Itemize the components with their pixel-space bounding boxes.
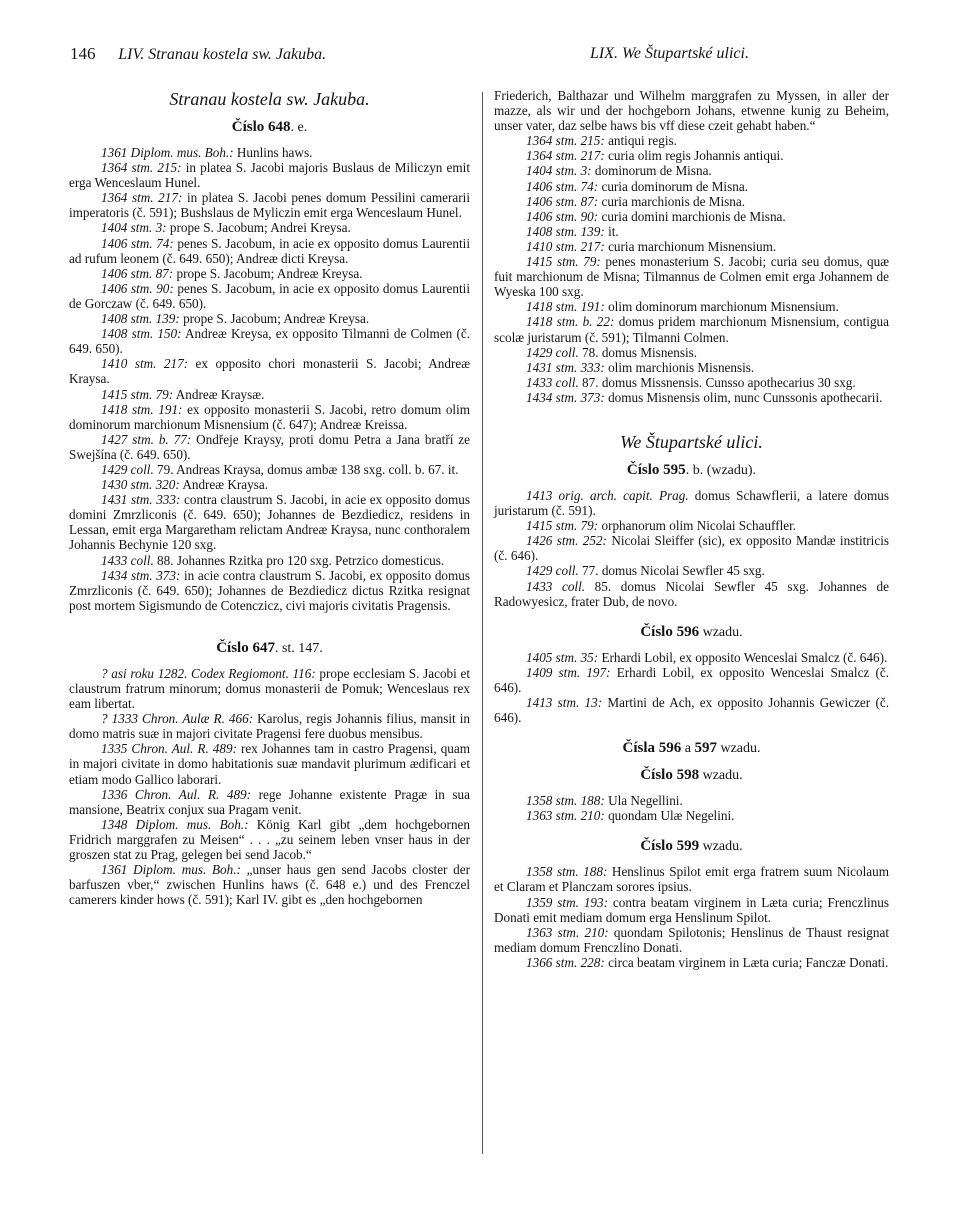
- street-title-left: Stranau kostela sw. Jakuba.: [169, 89, 370, 109]
- entry-source: 1415 stm. 79:: [101, 386, 174, 402]
- entry-text: prope S. Jacobum; Andreæ Kreysa.: [179, 311, 370, 327]
- entry-source: 1359 stm. 193:: [526, 894, 608, 910]
- entry: [69, 477, 470, 492]
- entry-text: Ondřeje Kraysy, proti domu Petra a Jana bratří ze Swejšína (č. 649. 650).: [69, 431, 470, 462]
- entry-source: 1433 coll.: [526, 578, 586, 594]
- entry: [494, 650, 889, 665]
- entry-text: curia dominorum de Misna.: [598, 178, 748, 194]
- entry-text: 88. Johannes Rzitka pro 120 sxg. Petrzico domesticus.: [153, 552, 445, 568]
- entry: [69, 402, 470, 432]
- entry-text: Hunlins haws.: [233, 145, 313, 160]
- entry: [494, 793, 889, 808]
- entry-source: 1361 Diplom. mus. Boh.:: [101, 145, 234, 160]
- entry-source: 1431 stm. 333:: [101, 492, 181, 508]
- entry: [69, 462, 470, 477]
- entry-text: prope S. Jacobum; Andrei Kreysa.: [166, 220, 351, 236]
- entry-source: 1358 stm. 188:: [526, 864, 608, 880]
- entry: [494, 133, 889, 148]
- entry: [69, 220, 470, 235]
- house-heading-595: Číslo 595. b. (wzadu).: [626, 461, 757, 478]
- entry-text: curia marchionum Misnensium.: [604, 238, 777, 254]
- entry: [494, 864, 889, 894]
- page-number: 146: [70, 44, 96, 63]
- entry-text: contra claustrum S. Jacobi, in acie ex opposito domus domini Zmrzliconis (č. 649. 650); Johannes de Bezdiedicz, residens in Lessan, emit erga Margaretham relictam Andreæ Kraysa, nunc conthoralem Johannis Bechynie 120 sxg.: [69, 492, 470, 553]
- entry: [69, 568, 470, 613]
- entry: [69, 145, 470, 160]
- entry-source: 1427 stm. b. 77:: [101, 431, 192, 447]
- entry-text: prope S. Jacobum; Andreæ Kreysa.: [173, 265, 363, 281]
- entry: [494, 955, 889, 970]
- entry: [69, 266, 470, 281]
- entry-source: 1410 stm. 217:: [526, 238, 605, 254]
- entry-text: ex opposito chori monasterii S. Jacobi; Andreæ Kraysa.: [69, 356, 470, 387]
- entry-source: 1358 stm. 188:: [526, 793, 605, 809]
- entry: [494, 563, 889, 578]
- entry-source: 1408 stm. 139:: [526, 223, 605, 239]
- entry-text: penes S. Jacobum, in acie ex opposito domus Laurentii de Gorczaw (č. 649. 650).: [69, 280, 470, 311]
- entry-text: dominorum de Misna.: [591, 163, 712, 179]
- running-head-right: [590, 44, 749, 63]
- entry-source: 1409 stm. 197:: [526, 664, 611, 680]
- entry: [494, 345, 889, 360]
- entry-source: 1404 stm. 3:: [526, 163, 592, 179]
- entry: [494, 209, 889, 224]
- entry-source: 1361 Diplom. mus. Boh.:: [101, 862, 241, 878]
- entry-source: ? asi roku 1282. Codex Regiomont. 116:: [101, 665, 316, 681]
- entry-text: domus Schawflerii, a latere domus juristarum (č. 591).: [494, 487, 889, 519]
- entry: [69, 356, 470, 386]
- entry-text: Andreæ Kraysa.: [179, 477, 269, 493]
- entry-source: 1363 stm. 210:: [526, 808, 605, 824]
- entry-text: contra beatam virginem in Læta curia; Frenczlinus Donati emit mediam domum erga Henslinum Spilot.: [494, 894, 889, 925]
- entry-text: 78. domus Misnensis.: [578, 344, 698, 360]
- entry-text: domus pridem marchionum Misnensium, contigua scolæ juristarum (č. 591); Tilmanni Colmen.: [494, 314, 890, 345]
- house-heading-598: Číslo 598 wzadu.: [640, 767, 743, 784]
- house-heading-596: Číslo 596 wzadu.: [640, 623, 743, 640]
- entry-text: prope ecclesiam S. Jacobi et claustrum fratrum minorum; domus monasterii de Pomuk; Wenceslaus rex eam libertat.: [69, 665, 471, 712]
- entries-598: [494, 793, 889, 823]
- entry-text: penes monasterium S. Jacobi; curia seu domus, quæ fuit marchionum de Misna; Tilmannus de Colmen emit erga Johannem de Wyeska 100 sxg.: [494, 254, 889, 300]
- entry-text: „unser haus gen send Jacobs closter der barfuszen vber,“ zwischen Hunlins haws (č. 648 e.) und des Frenczel camerers kinder hows (č. 591); Karl IV. gibt es „den hochgebornen: [69, 862, 471, 908]
- column-divider: [482, 92, 483, 1154]
- entry-text: quondam Ulæ Negelini.: [604, 808, 735, 824]
- entry: [494, 299, 889, 314]
- entry: [494, 533, 889, 563]
- entry-text: rege Johanne existente Pragæ in sua mansione, Beatrix conjux sua Pragam venit.: [69, 786, 470, 817]
- entry-source: 1415 stm. 79:: [526, 518, 599, 534]
- entry: [69, 492, 470, 552]
- house-heading-647: Číslo 647. st. 147.: [216, 639, 323, 656]
- entry-text: 77. domus Nicolai Sewfler 45 sxg.: [578, 563, 765, 579]
- entry-text: orphanorum olim Nicolai Schauffler.: [598, 518, 797, 534]
- entry: [494, 895, 889, 925]
- entry-text: rex Johannes tam in castro Pragensi, quam in majori civitate in domo habitationis suæ mandavit plurimum ædificari et etiam modo Gallico laborari.: [69, 741, 470, 787]
- entry-text: penes S. Jacobum, in acie ex opposito domus Laurentii ad rufum leonem (č. 649. 650); Andreæ dicti Kreysa.: [69, 235, 470, 266]
- entry-text: Nicolai Sleiffer (sic), ex opposito Mandæ institricis (č. 646).: [494, 533, 889, 564]
- entry-source: 1406 stm. 90:: [526, 208, 599, 224]
- entry-source: 1418 stm. 191:: [526, 299, 605, 315]
- entry: [494, 239, 889, 254]
- entry-source: 1410 stm. 217:: [101, 356, 189, 372]
- entry-source: 1431 stm. 333:: [526, 359, 605, 375]
- entry-source: 1413 stm. 13:: [526, 695, 603, 710]
- entry: [69, 862, 470, 907]
- entry-source: 1404 stm. 3:: [101, 220, 167, 236]
- running-head-left: [70, 44, 326, 64]
- entry-source: 1406 stm. 74:: [101, 235, 174, 251]
- entry-text: Ula Negellini.: [604, 793, 683, 809]
- entry: [69, 190, 470, 220]
- right-column: [494, 88, 889, 970]
- entries-595: [494, 488, 889, 609]
- entry: [69, 160, 470, 190]
- entry-text: in platea S. Jacobi majoris Buslaus de Miliczyn emit erga Wenceslaum Hunel.: [69, 160, 470, 191]
- entry: [494, 579, 889, 609]
- right-running-title: LIX. We Štupartské ulici.: [590, 45, 749, 62]
- entry: [494, 314, 889, 344]
- entry: [494, 194, 889, 209]
- entry-source: 1363 stm. 210:: [526, 924, 609, 940]
- continuation-paragraph: Friederich, Balthazar und Wilhelm marggrafen zu Myssen, in aller der mazze, als wir und der hochgeborn Johans, etwenne kunig zu Beheim, unser vater, daz selbe haws bis vff diese czeit gehabt haben.“: [494, 88, 889, 134]
- entry: [494, 695, 889, 725]
- entries-596: [494, 650, 889, 725]
- entry-text: 87. domus Missnensis. Cunsso apothecarius 30 sxg.: [578, 374, 856, 390]
- entry-source: 1429 coll.: [526, 563, 579, 579]
- entry: [69, 387, 470, 402]
- entry: [494, 163, 889, 178]
- entry: [69, 741, 470, 786]
- entry-source: 1434 stm. 373:: [526, 389, 605, 405]
- entry-text: in platea S. Jacobi penes domum Pessilini camerarii imperatoris (č. 591); Bushslaus de Myliczin emit erga Wenceslaum Hunel.: [69, 190, 470, 221]
- entry-text: curia marchionis de Misna.: [598, 193, 746, 209]
- entry-text: curia domini marchionis de Misna.: [598, 208, 786, 224]
- entry-source: 1430 stm. 320:: [101, 477, 180, 493]
- entry-source: 1429 coll.: [526, 344, 579, 360]
- entry-text: in acie contra claustrum S. Jacobi, ex opposito domus Zmrzliconis (č. 649. 650); Johannes de Bezdiedicz dictus Rzitka resignat post mortem Sigismundo de Cotenczicz, civi majoris civitatis Pragensis.: [69, 567, 470, 613]
- entry-text: 79. Andreas Kraysa, domus ambæ 138 sxg. coll. b. 67. it.: [153, 461, 459, 477]
- entries-647: [69, 666, 470, 908]
- entry: [494, 925, 889, 955]
- entry-text: König Karl gibt „dem hochgebornen Fridrich marggrafen zu Meisen“ . . . „zu seinem leben vnser haus in der groszen stat zu Prag, gelegen bei send Jacob.“: [69, 816, 470, 863]
- entry: [69, 666, 470, 711]
- entry-source: 1413 orig. arch. capit. Prag.: [526, 487, 689, 503]
- entry-text: curia olim regis Johannis antiqui.: [604, 148, 784, 164]
- entry: [69, 787, 470, 817]
- left-running-title: LIV. Stranau kostela sw. Jakuba.: [118, 46, 327, 63]
- entry-source: 1434 stm. 373:: [101, 567, 181, 583]
- entry: [69, 711, 470, 741]
- entry-source: ? 1333 Chron. Aulæ R. 466:: [101, 711, 254, 727]
- entry: [69, 281, 470, 311]
- house-heading-596-597: Čísla 596 a 597 wzadu.: [622, 740, 761, 757]
- entry-source: 1408 stm. 139:: [101, 311, 180, 327]
- entry: [494, 148, 889, 163]
- left-column: [69, 88, 470, 907]
- entry-text: 85. domus Nicolai Sewfler 45 sxg. Johannes de Radowyesicz, frater Dub, de novo.: [494, 578, 889, 609]
- entry-text: Erhardi Lobil, ex opposito Wenceslai Smalcz (č. 646).: [598, 649, 888, 665]
- entry-source: 1426 stm. 252:: [526, 533, 607, 549]
- entries-647-continued: [494, 133, 889, 405]
- entry-text: it.: [604, 223, 619, 239]
- entry-text: domus Misnensis olim, nunc Cunssonis apothecarii.: [604, 389, 883, 405]
- entry-source: 1406 stm. 74:: [526, 178, 599, 194]
- entry: [494, 518, 889, 533]
- entry-source: 1406 stm. 87:: [526, 193, 599, 209]
- entry-source: 1406 stm. 90:: [101, 280, 174, 296]
- entries-599: [494, 864, 889, 970]
- house-heading-648: Číslo 648. e.: [231, 119, 308, 135]
- entry-text: circa beatam virginem in Læta curia; Fanczæ Donati.: [604, 954, 889, 970]
- entry: [69, 326, 470, 356]
- entry-source: 1348 Diplom. mus. Boh.:: [101, 816, 249, 832]
- entry: [494, 360, 889, 375]
- entry-text: olim dominorum marchionum Misnensium.: [604, 299, 839, 315]
- entry-text: Erhardi Lobil, ex opposito Wenceslai Smalcz (č. 646).: [494, 664, 889, 695]
- entry-source: 1364 stm. 217:: [101, 190, 183, 206]
- entry: [494, 375, 889, 390]
- entry-text: Karolus, regis Johannis filius, mansit in domo matris suæ in majori civitate Pragensi fere duobus mensibus.: [69, 711, 470, 742]
- entry-source: 1418 stm. 191:: [101, 401, 183, 417]
- house-heading-599: Číslo 599 wzadu.: [640, 838, 743, 855]
- entry-source: 1366 stm. 228:: [526, 954, 605, 970]
- entry: [69, 817, 470, 862]
- entry-source: 1335 Chron. Aul. R. 489:: [101, 741, 237, 757]
- entry: [494, 808, 889, 823]
- entry-source: 1429 coll.: [101, 461, 154, 477]
- entry-source: 1364 stm. 217:: [526, 148, 605, 164]
- entry-source: 1364 stm. 215:: [526, 133, 605, 149]
- entry-text: quondam Spilotonis; Henslinus de Thaust resignat mediam domum Frenczlino Donati.: [494, 924, 889, 955]
- entry: [494, 254, 889, 299]
- entry-source: 1433 coll.: [101, 552, 154, 568]
- entry: [69, 432, 470, 462]
- entry-text: olim marchionis Misnensis.: [604, 359, 755, 375]
- entry-source: 1336 Chron. Aul. R. 489:: [101, 786, 252, 802]
- entry-text: Henslinus Spilot emit erga fratrem suum Nicolaum et Claram et Planczam sorores ipsius.: [494, 864, 889, 895]
- entry-source: 1406 stm. 87:: [101, 265, 174, 281]
- entry: [494, 665, 889, 695]
- entries-648: [69, 145, 470, 613]
- entry-source: 1364 stm. 215:: [101, 160, 182, 176]
- entry-text: antiqui regis.: [604, 133, 677, 149]
- entry-text: ex opposito monasterii S. Jacobi, retro domum olim dominorum marchionum Misnensium (č. 647); Andreæ Kreissa.: [69, 401, 471, 432]
- entry: [494, 179, 889, 194]
- entry: [69, 236, 470, 266]
- entry-source: 1418 stm. b. 22:: [526, 314, 615, 330]
- entry-source: 1408 stm. 150:: [101, 326, 182, 342]
- entry-text: Andreæ Kraysæ.: [173, 386, 265, 402]
- entry: [494, 488, 889, 518]
- entry-source: 1405 stm. 35:: [526, 649, 599, 665]
- entry: [69, 553, 470, 568]
- entry: [494, 224, 889, 239]
- entry-source: 1415 stm. 79:: [526, 254, 601, 270]
- entry-text: Andreæ Kreysa, ex opposito Tilmanni de Colmen (č. 649. 650).: [69, 326, 470, 357]
- entry: [494, 390, 889, 405]
- entry-source: 1433 coll.: [526, 374, 579, 390]
- entry-text: Martini de Ach, ex opposito Johannis Gewiczer (č. 646).: [494, 695, 889, 726]
- street-title-right: We Štupartské ulici.: [620, 431, 763, 452]
- entry: [69, 311, 470, 326]
